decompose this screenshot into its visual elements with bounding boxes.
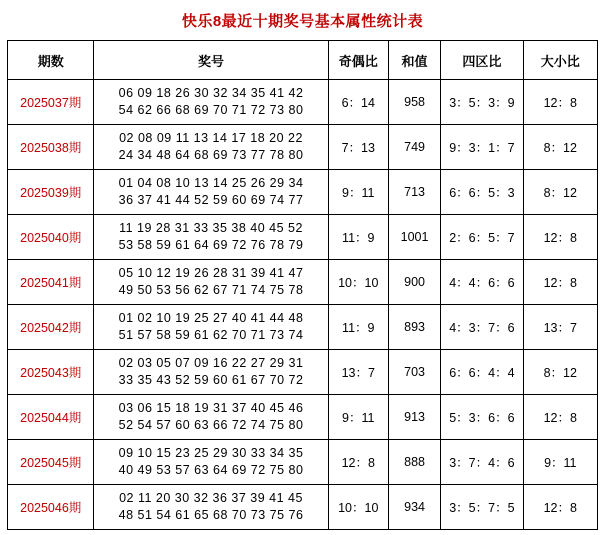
numbers-line-1: 11 19 28 31 33 35 38 40 45 52 [119,221,303,235]
cell-odd-even: 7：13 [328,125,388,170]
cell-issue: 2025037期 [8,80,94,125]
numbers-line-1: 02 08 09 11 13 14 17 18 20 22 [119,131,303,145]
cell-numbers [94,215,328,260]
table-row [8,350,598,395]
cell-big-small: 8：12 [523,170,597,215]
numbers-line-1: 02 11 20 30 32 36 37 39 41 45 [119,491,303,505]
cell-zone: 3：5：3：9 [441,80,523,125]
cell-sum: 703 [388,350,440,395]
cell-odd-even: 12：8 [328,440,388,485]
cell-issue: 2025038期 [8,125,94,170]
numbers-line-2: 53 58 59 61 64 69 72 76 78 79 [118,238,304,252]
header-big-small-ratio: 大小比 [523,41,597,80]
table-row [8,395,598,440]
cell-numbers [94,485,328,530]
numbers-line-1: 03 06 15 18 19 31 37 40 45 46 [118,401,304,415]
cell-sum: 958 [388,80,440,125]
table-header [8,41,598,80]
cell-sum: 749 [388,125,440,170]
numbers-line-2: 54 62 66 68 69 70 71 72 73 80 [118,103,304,117]
cell-odd-even: 11：9 [328,305,388,350]
numbers-line-2: 48 51 54 61 65 68 70 73 75 76 [118,508,304,522]
cell-numbers [94,395,328,440]
numbers-line-1: 02 03 05 07 09 16 22 27 29 31 [118,356,304,370]
numbers-line-1: 01 04 08 10 13 14 25 26 29 34 [118,176,304,190]
header-sum: 和值 [388,41,440,80]
cell-big-small: 9：11 [523,440,597,485]
numbers-line-1: 06 09 18 26 30 32 34 35 41 42 [118,86,304,100]
cell-zone: 6：6：4：4 [441,350,523,395]
header-numbers: 奖号 [94,41,328,80]
cell-zone: 4：3：7：6 [441,305,523,350]
header-zone-ratio: 四区比 [441,41,523,80]
cell-odd-even: 13：7 [328,350,388,395]
table-row [8,260,598,305]
cell-issue: 2025045期 [8,440,94,485]
cell-big-small: 12：8 [523,485,597,530]
table-row [8,80,598,125]
table-row [8,170,598,215]
cell-odd-even: 10：10 [328,485,388,530]
cell-numbers [94,125,328,170]
cell-zone: 5：3：6：6 [441,395,523,440]
header-issue: 期数 [8,41,94,80]
cell-zone: 2：6：5：7 [441,215,523,260]
table-row [8,125,598,170]
cell-issue: 2025039期 [8,170,94,215]
numbers-line-2: 49 50 53 56 62 67 71 74 75 78 [118,283,304,297]
cell-issue: 2025046期 [8,485,94,530]
header-row [8,41,598,80]
numbers-line-2: 51 57 58 59 61 62 70 71 73 74 [118,328,304,342]
table-row [8,440,598,485]
cell-big-small: 13：7 [523,305,597,350]
cell-sum: 893 [388,305,440,350]
cell-big-small: 8：12 [523,125,597,170]
numbers-line-2: 52 54 57 60 63 66 72 74 75 80 [118,418,304,432]
table-body [8,80,598,530]
lottery-stats-table [7,40,598,530]
cell-odd-even: 10：10 [328,260,388,305]
cell-issue: 2025044期 [8,395,94,440]
cell-zone: 4：4：6：6 [441,260,523,305]
numbers-line-1: 09 10 15 23 25 29 30 33 34 35 [118,446,304,460]
cell-odd-even: 9：11 [328,395,388,440]
cell-big-small: 12：8 [523,260,597,305]
numbers-line-2: 40 49 53 57 63 64 69 72 75 80 [118,463,304,477]
table-row [8,305,598,350]
cell-sum: 713 [388,170,440,215]
table-row [8,215,598,260]
cell-odd-even: 6：14 [328,80,388,125]
cell-big-small: 12：8 [523,215,597,260]
numbers-line-2: 24 34 48 64 68 69 73 77 78 80 [118,148,304,162]
cell-numbers [94,170,328,215]
cell-big-small: 12：8 [523,80,597,125]
numbers-line-1: 01 02 10 19 25 27 40 41 44 48 [118,311,304,325]
page-title: 快乐8最近十期奖号基本属性统计表 [181,13,424,30]
cell-numbers [94,305,328,350]
cell-sum: 913 [388,395,440,440]
cell-numbers [94,350,328,395]
cell-sum: 1001 [388,215,440,260]
header-odd-even-ratio: 奇偶比 [328,41,388,80]
cell-issue: 2025041期 [8,260,94,305]
cell-big-small: 8：12 [523,350,597,395]
cell-numbers [94,80,328,125]
cell-issue: 2025040期 [8,215,94,260]
cell-sum: 900 [388,260,440,305]
cell-issue: 2025043期 [8,350,94,395]
cell-zone: 6：6：5：3 [441,170,523,215]
cell-numbers [94,440,328,485]
numbers-line-1: 05 10 12 19 26 28 31 39 41 47 [118,266,304,280]
cell-zone: 9：3：1：7 [441,125,523,170]
cell-big-small: 12：8 [523,395,597,440]
numbers-line-2: 33 35 43 52 59 60 61 67 70 72 [118,373,304,387]
cell-sum: 934 [388,485,440,530]
cell-odd-even: 11：9 [328,215,388,260]
cell-sum: 888 [388,440,440,485]
cell-odd-even: 9：11 [328,170,388,215]
numbers-line-2: 36 37 41 44 52 59 60 69 74 77 [118,193,304,207]
cell-zone: 3：7：4：6 [441,440,523,485]
table-row [8,485,598,530]
cell-zone: 3：5：7：5 [441,485,523,530]
cell-numbers [94,260,328,305]
cell-issue: 2025042期 [8,305,94,350]
